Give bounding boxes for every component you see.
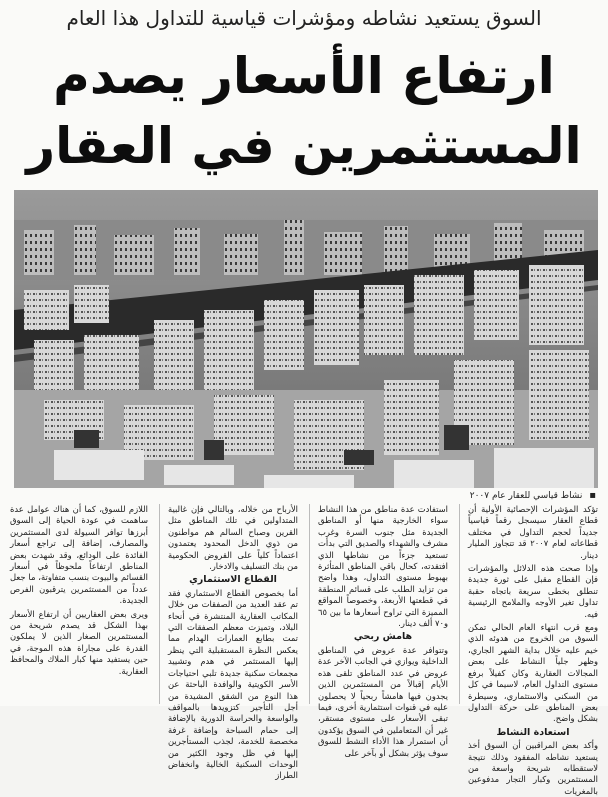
column-paragraph: تؤكد المؤشرات الإحصائية الأولية أن قطاع العقار سيسجل رقماً قياسياً جديداً لحجم التداول في مختلف قطاعاته لعام ٢٠٠٧ قد تتجاوز المليار دينار.: [468, 504, 598, 560]
column-paragraph: استفادت عدة مناطق من هذا النشاط سواء الخارجية منها أو المناطق الجديدة مثل جنوب السرة وغرب مشرف والشهداء والصديق التي بدأت تستعيد جزءاً من نشاطها الذي افتقدته، كحال باقي المناطق المتأثرة بهبوط مستوى التداول، وهذا واضح من تزايد الطلب على قسائم المنطقة في قطعتها الأربعة، وخصوصاً المواقع المميزة التي تراوح أسعارها ما بين ٦٥ و٧٠ ألف دينار.: [318, 504, 448, 629]
column-divider: [309, 504, 310, 704]
kicker-line: السوق يستعيد نشاطه ومؤشرات قياسية للتداول هذا العام: [66, 6, 542, 30]
caption-marker: ▪: [589, 490, 596, 501]
article-column-1: [468, 504, 598, 796]
column-paragraph: وأكد بعض المراقبين أن السوق أخذ يستعيد نشاطه المفقود وذلك نتيجة لاستقطابه شريحة واسعة من المستثمرين وكبار التجار مدفوعين بالمغريات: [468, 740, 598, 796]
headline-line-2: المستثمرين في العقار: [26, 117, 582, 175]
column-paragraph: وتتوافر عدة عروض في المناطق الداخلية ويوازي في الجانب الآخر عدة عروض في عدد المناطق تلقى هذه الأيام إقبالاً من المستثمرين الذين يجدون فيها هامشاً ربحياً لا يحصلون عليه في قنوات استثمارية أخرى، فيما تبقى الأسعار على مستوى مستقر، غير أن المتعاملين في السوق يؤكدون أن استمرار هذا الأداء النشط للسوق سوف يؤثر بشكل أو بآخر على: [318, 644, 448, 758]
column-subhead: هامش ربحي: [353, 631, 413, 643]
column-paragraph: ويرى بعض العقاريين أن ارتفاع الأسعار بهذا الشكل قد يصدم شريحة من المستثمرين الصغار الذين لا يملكون القدرة على مجاراة هذه الموجة، في حين يستفيد منها كبار الملاك والمحافظ العقارية.: [10, 608, 148, 676]
article-column-3: [168, 504, 298, 781]
column-subhead: القطاع الاستثماري: [189, 574, 277, 586]
headline-line-1: ارتفاع الأسعار يصدم: [53, 47, 555, 105]
city-aerial-photo: [14, 190, 598, 488]
column-paragraph: أما بخصوص القطاع الاستثماري فقد تم عقد العديد من الصفقات من خلال المكاتب العقارية المنتشرة في أنحاء البلاد، وتميزت معظم الصفقات التي تمت بطابع العمارات الهدام مما يعكس النظرة المستقبلية التي ينظر إليها المستثمر في هدم وتشييد مجمعات سكنية جديدة تلبي احتياجات الأسر الكويتية والوافدة الباحثة عن هذا النوع من الشقق المشيدة من أجل التأجير كتزويدها بالمواقف والواسعة والحراسة الدورية بالإضافة إلى حمام السباحة وإضافة غرفة مخصصة للخدمة، لجذب المستأجرين إليها في ظل وجود الكثير من الوحدات السكنية الخالية وانخفاض الطراز: [168, 587, 298, 781]
article-column-2: [318, 504, 448, 758]
column-paragraph: ومع قرب انتهاء العام الحالي تمكن السوق من الخروج من هدوئه الذي خيم عليه خلال بداية الشهر الجاري، وظهر جلياً النشاط على بعض المجالات العقارية وكان كفيلاً برفع مستوى التداول العام، لاسيما في كل من السكني والاستثماري، وسيطرة بعض المناطق على حركة التداول بشكل واضح.: [468, 622, 598, 724]
column-paragraph: اللازم للسوق، كما أن هناك عوامل عدة ساهمت في عودة الحياة إلى السوق أبرزها توافر السيولة لدى المستثمرين والمصارف، إضافة إلى تراجع أسعار الفائدة على الودائع، وقد شهدت بعض المناطق ارتفاعاً ملحوظاً في أسعار القسائم والبيوت بنسب متفاوتة، ما جعل عدداً من المستثمرين يترقبون الفرص الجديدة.: [10, 504, 148, 606]
column-subhead: استعادة النشاط: [496, 726, 570, 738]
column-divider: [459, 504, 460, 704]
column-divider: [159, 504, 160, 704]
column-paragraph: وإذا صحت هذه الدلائل والمؤشرات فإن القطاع مقبل على ثورة جديدة تنطلق بخطى سريعة باتجاه حقبة تداول تغير الأوجه والملامح الرئيسية فيه.: [468, 563, 598, 619]
city-aerial-photo-drawing: [14, 190, 598, 488]
photo-caption: [470, 490, 596, 501]
article-column-4: [10, 504, 148, 706]
caption-text: نشاط قياسي للعقار عام ٢٠٠٧: [469, 491, 583, 501]
column-paragraph: الأرباح من خلاله، وبالتالي فإن غالبية المتداولين في تلك المناطق مثل القرين وصباح السالم هم مواطنون من ذوي الدخل المحدود يعتمدون اعتماداً كلياً على القروض الحكومية من بنك التسليف والادخار.: [168, 504, 298, 572]
